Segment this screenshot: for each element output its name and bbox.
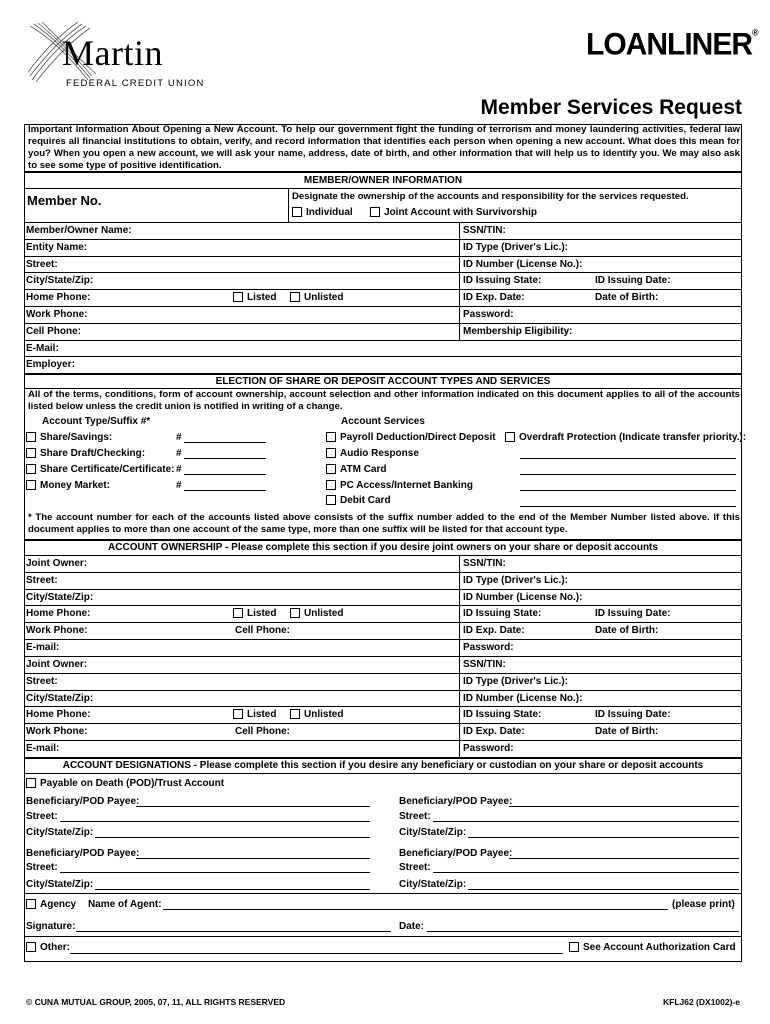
individual-label: Individual	[306, 207, 353, 218]
member-field-label: Employer:	[26, 359, 75, 371]
cell-phone-label: Cell Phone:	[235, 726, 291, 738]
listed-checkbox[interactable]	[233, 292, 243, 302]
joint-option[interactable]	[370, 207, 537, 219]
divider	[24, 222, 742, 223]
unlisted-label: Unlisted	[304, 292, 344, 304]
owner-right-label: Password:	[463, 743, 514, 754]
service-label: ATM Card	[340, 464, 387, 475]
owner-listed-option[interactable]	[233, 709, 276, 721]
owner-right-label: ID Type (Driver's Lic.):	[463, 574, 568, 586]
divider	[24, 690, 742, 691]
street-field[interactable]	[433, 872, 739, 873]
owner-right-label: ID Exp. Date:	[463, 726, 525, 738]
service-label: Payroll Deduction/Direct Deposit	[340, 432, 496, 443]
overdraft-label: Overdraft Protection (Indicate transfer priority.):	[519, 432, 747, 443]
copyright: © CUNA MUTUAL GROUP, 2005, 07, 11, ALL RIGHTS RESERVED	[26, 997, 286, 1007]
city-field[interactable]	[468, 889, 739, 890]
pod-option[interactable]	[26, 778, 224, 790]
service-option[interactable]	[326, 432, 496, 444]
service-option[interactable]	[326, 464, 386, 476]
city-field[interactable]	[95, 889, 370, 890]
payee-label: Beneficiary/POD Payee:	[399, 796, 513, 807]
street-field[interactable]	[60, 872, 370, 873]
owner-unlisted-checkbox[interactable]	[290, 709, 300, 719]
divider	[24, 740, 742, 741]
service-checkbox[interactable]	[326, 480, 336, 490]
logo-subtitle: FEDERAL CREDIT UNION	[66, 78, 205, 89]
overdraft-checkbox[interactable]	[505, 432, 515, 442]
owner-field-label: Home Phone:	[26, 709, 91, 721]
member-field-label: Work Phone:	[26, 309, 88, 320]
divider	[24, 723, 742, 724]
divider	[24, 673, 742, 674]
pod-checkbox[interactable]	[26, 778, 36, 788]
owner-unlisted-label: Unlisted	[304, 608, 344, 620]
member-field-label: City/State/Zip:	[26, 275, 94, 287]
divider	[24, 555, 742, 556]
loanliner-logo	[586, 27, 758, 63]
individual-checkbox[interactable]	[292, 207, 302, 217]
election-intro: All of the terms, conditions, form of account ownership, account selection and other information indicated on this document applies to all of the accounts listed below unless the credit union is notified in writing of a change.	[28, 389, 740, 412]
see-auth-checkbox[interactable]	[569, 942, 579, 952]
account-type-checkbox[interactable]	[26, 464, 36, 474]
form-id: KFLJ62 (DX1002)-e	[662, 997, 740, 1007]
service-label: Debit Card	[340, 495, 391, 506]
member-right-label: ID Type (Driver's Lic.):	[463, 241, 568, 253]
account-type-label: Share/Savings:	[40, 432, 113, 443]
street-label: Street:	[399, 862, 431, 873]
owner-unlisted-label: Unlisted	[304, 709, 344, 721]
owner-right-label: ID Type (Driver's Lic.):	[463, 675, 568, 687]
agent-name-label: Name of Agent:	[88, 899, 162, 910]
owner-right-label: ID Issuing State:	[463, 709, 542, 721]
date-label: Date:	[399, 921, 425, 932]
member-field-label: Member/Owner Name:	[26, 225, 132, 236]
other-field[interactable]	[70, 953, 563, 954]
service-checkbox[interactable]	[326, 464, 336, 474]
divider	[459, 656, 460, 757]
street-label: Street:	[399, 811, 431, 822]
owner-field-label: Work Phone:	[26, 726, 88, 738]
member-section-header: MEMBER/OWNER INFORMATION	[303, 175, 463, 186]
member-field-label: Street:	[26, 258, 58, 270]
divider	[24, 622, 742, 623]
divider	[24, 306, 742, 307]
brand-text: LOANLINER	[586, 27, 752, 62]
member-right-label: SSN/TIN:	[463, 225, 506, 236]
city-field[interactable]	[468, 837, 739, 838]
dob-label: Date of Birth:	[595, 726, 659, 738]
please-print-note: (please print)	[672, 899, 735, 910]
election-section-header: ELECTION OF SHARE OR DEPOSIT ACCOUNT TYPES AND SERVICES	[215, 376, 551, 387]
owner-listed-checkbox[interactable]	[233, 709, 243, 719]
account-type-label: Share Draft/Checking:	[40, 448, 146, 459]
account-type-option[interactable]	[26, 432, 112, 444]
account-type-header: Account Type/Suffix #*	[42, 416, 151, 427]
overdraft-field[interactable]	[520, 458, 736, 459]
member-right-label: ID Exp. Date:	[463, 292, 525, 304]
date-field[interactable]	[427, 931, 739, 932]
divider	[24, 936, 742, 937]
service-label: Audio Response	[340, 448, 419, 459]
account-type-checkbox[interactable]	[26, 480, 36, 490]
owner-unlisted-checkbox[interactable]	[290, 608, 300, 618]
member-no-label: Member No.	[27, 193, 102, 208]
divider	[24, 188, 742, 189]
service-option[interactable]	[326, 480, 473, 492]
owner-right-label: ID Issuing State:	[463, 608, 542, 620]
member-right-label: Password:	[463, 309, 514, 320]
service-checkbox[interactable]	[326, 495, 336, 505]
divider	[24, 356, 742, 357]
pod-label: Payable on Death (POD)/Trust Account	[40, 778, 225, 789]
notice-text: Important Information About Opening a New Account. To help our government fight the funding of terrorism and money laundering activities, federal law requires all financial institutions to obtain, verify, and record information that identifies each person when opening a new account. What does this mean for you? When you open a new account, we will ask your name, address, date of birth, and other information that will help us to identify you. We may also ask to see some type of positive identification.	[28, 124, 740, 171]
owner-field-label: E-mail:	[26, 743, 60, 754]
joint-checkbox[interactable]	[370, 207, 380, 217]
divider	[24, 289, 742, 290]
payee-field[interactable]	[509, 858, 739, 859]
designations-section-header: ACCOUNT DESIGNATIONS - Please complete this section if you desire any beneficiary or custodian on your share or deposit accounts	[62, 760, 704, 771]
see-auth-label: See Account Authorization Card	[583, 942, 736, 953]
owner-field-label: City/State/Zip:	[26, 591, 94, 603]
agency-label: Agency	[40, 899, 77, 910]
payee-field[interactable]	[136, 858, 370, 859]
owner-field-label: Home Phone:	[26, 608, 91, 620]
overdraft-option[interactable]	[505, 432, 746, 444]
dob-label: Date of Birth:	[595, 292, 659, 304]
owner-field-label: Joint Owner:	[26, 659, 88, 670]
owner-field-label: Street:	[26, 574, 58, 586]
divider	[24, 656, 742, 657]
divider	[459, 222, 460, 340]
service-option[interactable]	[326, 448, 419, 460]
agent-name-field[interactable]	[163, 909, 668, 910]
overdraft-field[interactable]	[520, 474, 736, 475]
owner-right-label: Password:	[463, 642, 514, 653]
account-type-option[interactable]	[26, 448, 145, 460]
divider	[24, 893, 742, 894]
member-field-label: Home Phone:	[26, 292, 91, 304]
owner-right-label: ID Number (License No.):	[463, 692, 583, 704]
signature-label: Signature:	[26, 921, 76, 932]
city-label: City/State/Zip:	[26, 827, 94, 838]
logo-name: Martin	[62, 33, 163, 73]
individual-option[interactable]	[292, 207, 353, 219]
account-type-label: Money Market:	[40, 480, 111, 491]
owner-listed-label: Listed	[247, 709, 277, 721]
hash-label: #	[176, 480, 182, 491]
suffix-field[interactable]	[184, 490, 266, 491]
service-label: PC Access/Internet Banking	[340, 480, 474, 491]
divider	[24, 773, 742, 774]
signature-field[interactable]	[76, 931, 391, 932]
other-option[interactable]	[26, 942, 70, 954]
registered-icon: ®	[752, 27, 758, 38]
service-checkbox[interactable]	[326, 448, 336, 458]
election-footnote: * The account number for each of the accounts listed above consists of the suffix number added to the end of the Member Number listed above. If this document applies to more than one account of the same type, more than one suffix will be listed for that account type.	[28, 512, 740, 535]
suffix-field[interactable]	[184, 458, 266, 459]
owner-field-label: E-mail:	[26, 642, 60, 653]
payee-field[interactable]	[509, 806, 739, 807]
street-field[interactable]	[433, 821, 739, 822]
hash-label: #	[176, 464, 182, 475]
payee-label: Beneficiary/POD Payee:	[26, 848, 140, 859]
unlisted-checkbox[interactable]	[290, 292, 300, 302]
divider	[24, 272, 742, 273]
owner-unlisted-option[interactable]	[290, 608, 343, 620]
joint-label: Joint Account with Survivorship	[384, 207, 537, 218]
payee-label: Beneficiary/POD Payee:	[399, 848, 513, 859]
divider	[24, 572, 742, 573]
owner-right-label: SSN/TIN:	[463, 659, 506, 670]
owner-unlisted-option[interactable]	[290, 709, 343, 721]
unlisted-option[interactable]	[290, 292, 343, 304]
street-label: Street:	[26, 811, 58, 822]
listed-label: Listed	[247, 292, 277, 304]
account-type-option[interactable]	[26, 480, 110, 492]
service-checkbox[interactable]	[326, 432, 336, 442]
account-type-checkbox[interactable]	[26, 432, 36, 442]
member-right-label: ID Number (License No.):	[463, 258, 583, 270]
divider	[459, 555, 460, 656]
account-services-header: Account Services	[341, 416, 425, 427]
other-label: Other:	[40, 942, 70, 953]
owner-field-label: Work Phone:	[26, 625, 88, 637]
account-type-option[interactable]	[26, 464, 175, 476]
street-label: Street:	[26, 862, 58, 873]
martin-logo	[28, 22, 218, 96]
member-right-label: Membership Eligibility:	[463, 325, 573, 337]
owner-listed-label: Listed	[247, 608, 277, 620]
account-type-checkbox[interactable]	[26, 448, 36, 458]
member-right-label: ID Issuing State:	[463, 275, 542, 287]
see-auth-option[interactable]	[569, 942, 736, 954]
owner-listed-option[interactable]	[233, 608, 276, 620]
payee-field[interactable]	[136, 806, 370, 807]
id-issuing-date-label: ID Issuing Date:	[595, 709, 671, 721]
other-checkbox[interactable]	[26, 942, 36, 952]
listed-option[interactable]	[233, 292, 276, 304]
id-issuing-date-label: ID Issuing Date:	[595, 608, 671, 620]
divider	[24, 639, 742, 640]
owner-field-label: City/State/Zip:	[26, 692, 94, 704]
hash-label: #	[176, 448, 182, 459]
divider	[24, 589, 742, 590]
member-field-label: Cell Phone:	[26, 325, 82, 337]
owner-right-label: ID Number (License No.):	[463, 591, 583, 603]
ownership-section-header: ACCOUNT OWNERSHIP - Please complete this section if you desire joint owners on your share or deposit accounts	[108, 542, 658, 553]
service-option[interactable]	[326, 495, 391, 507]
payee-label: Beneficiary/POD Payee:	[26, 796, 140, 807]
owner-listed-checkbox[interactable]	[233, 608, 243, 618]
owner-right-label: ID Exp. Date:	[463, 625, 525, 637]
designate-text: Designate the ownership of the accounts and responsibility for the services requested.	[292, 191, 689, 202]
divider	[24, 239, 742, 240]
divider	[24, 256, 742, 257]
street-field[interactable]	[60, 821, 370, 822]
suffix-field[interactable]	[184, 474, 266, 475]
city-label: City/State/Zip:	[399, 827, 467, 838]
id-issuing-date-label: ID Issuing Date:	[595, 275, 671, 287]
member-field-label: Entity Name:	[26, 241, 88, 253]
overdraft-field[interactable]	[520, 506, 736, 507]
owner-field-label: Joint Owner:	[26, 558, 88, 569]
divider	[24, 706, 742, 707]
owner-field-label: Street:	[26, 675, 58, 687]
dob-label: Date of Birth:	[595, 625, 659, 637]
account-type-label: Share Certificate/Certificate:	[40, 464, 175, 475]
member-field-label: E-Mail:	[26, 342, 59, 354]
agency-checkbox[interactable]	[26, 899, 36, 909]
owner-right-label: SSN/TIN:	[463, 558, 506, 569]
divider	[24, 323, 742, 324]
overdraft-field[interactable]	[520, 490, 736, 491]
city-field[interactable]	[95, 837, 370, 838]
hash-label: #	[176, 432, 182, 443]
divider	[24, 605, 742, 606]
city-label: City/State/Zip:	[26, 879, 94, 890]
agency-option[interactable]	[26, 899, 76, 911]
divider	[288, 188, 289, 222]
page-title: Member Services Request	[480, 96, 742, 119]
divider	[24, 171, 742, 173]
suffix-field[interactable]	[184, 442, 266, 443]
divider	[24, 340, 742, 341]
city-label: City/State/Zip:	[399, 879, 467, 890]
cell-phone-label: Cell Phone:	[235, 625, 291, 637]
